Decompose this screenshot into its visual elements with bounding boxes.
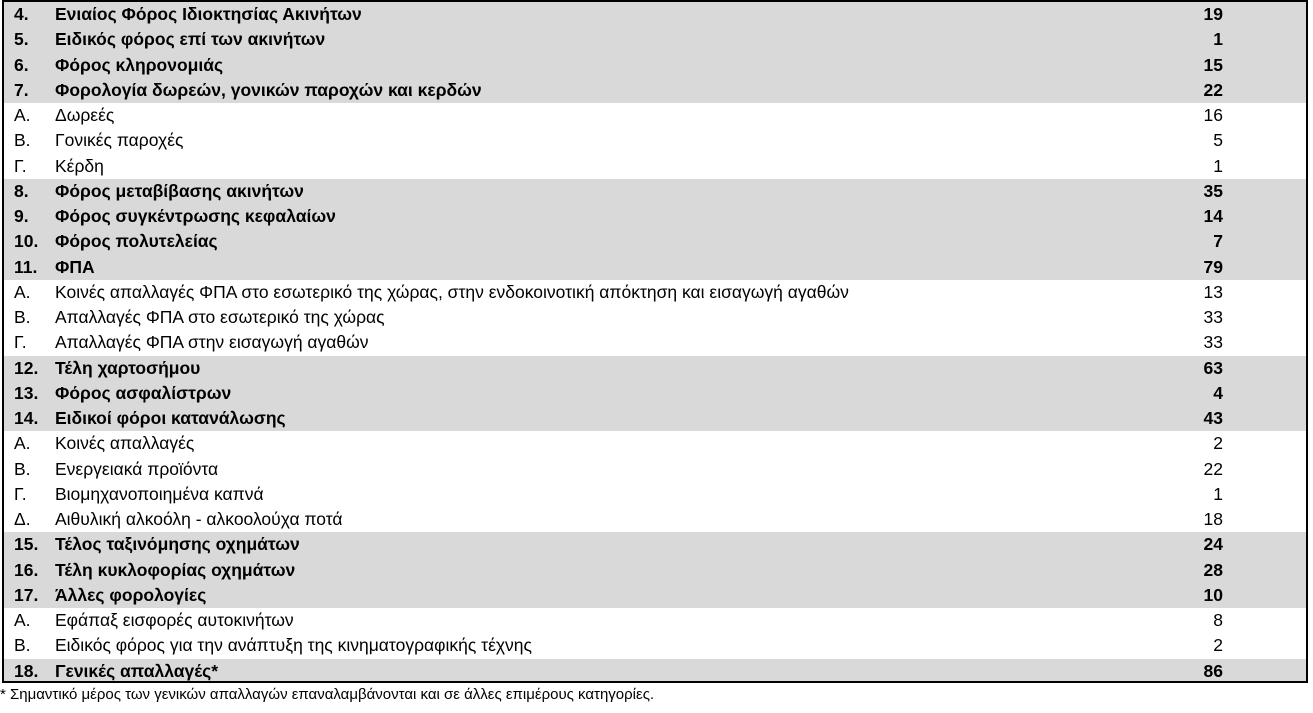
category-row [4,356,1306,381]
row-label: Ενεργειακά προϊόντα [55,458,219,479]
category-row [4,204,1306,229]
row-label: Φόρος μεταβίβασης ακινήτων [55,180,304,201]
row-value: 14 [1203,206,1223,227]
row-value: 13 [1203,281,1223,302]
category-row [4,406,1306,431]
category-row [4,255,1306,280]
row-value: 43 [1203,408,1223,429]
subcategory-row [4,457,1306,482]
row-number: Δ. [14,509,31,530]
subcategory-row [4,608,1306,633]
subcategory-row [4,431,1306,456]
row-label: Άλλες φορολογίες [55,584,207,605]
row-number: 6. [14,54,29,75]
row-label: Απαλλαγές ΦΠΑ στην εισαγωγή αγαθών [55,332,369,353]
category-row [4,558,1306,583]
row-number: Β. [14,635,31,656]
row-label: Φορολογία δωρεών, γονικών παροχών και κερδών [55,79,482,100]
row-label: Ειδικός φόρος επί των ακινήτων [55,29,326,50]
row-value: 15 [1203,54,1223,75]
row-value: 33 [1203,332,1223,353]
subcategory-row [4,507,1306,532]
row-number: 18. [14,660,39,681]
row-number: Β. [14,458,31,479]
row-value: 86 [1203,660,1223,681]
row-label: ΦΠΑ [55,256,95,277]
subcategory-row [4,305,1306,330]
row-number: 5. [14,29,29,50]
row-number: 9. [14,206,29,227]
subcategory-row [4,128,1306,153]
row-value: 5 [1213,130,1223,151]
row-value: 63 [1203,357,1223,378]
row-number: 16. [14,559,39,580]
subcategory-row [4,482,1306,507]
row-number: 10. [14,231,39,252]
row-value: 35 [1203,180,1223,201]
row-number: 13. [14,382,39,403]
tax-exemptions-table [2,0,1308,683]
footnote: * Σημαντικό μέρος των γενικών απαλλαγών επαναλαμβάνονται και σε άλλες επιμέρους κατηγορίες. [0,686,655,703]
row-value: 22 [1203,79,1223,100]
row-label: Κοινές απαλλαγές ΦΠΑ στο εσωτερικό της χώρας, στην ενδοκοινοτική απόκτηση και εισαγωγή αγαθών [55,281,849,302]
row-value: 79 [1203,256,1223,277]
row-label: Εφάπαξ εισφορές αυτοκινήτων [55,610,294,631]
row-value: 1 [1213,155,1223,176]
row-label: Τέλη χαρτοσήμου [55,357,201,378]
category-row [4,53,1306,78]
category-row [4,583,1306,608]
row-label: Τέλος ταξινόμησης οχημάτων [55,534,300,555]
row-number: Β. [14,130,31,151]
row-label: Κοινές απαλλαγές [55,433,195,454]
row-label: Απαλλαγές ΦΠΑ στο εσωτερικό της χώρας [55,307,385,328]
row-value: 8 [1213,610,1223,631]
row-label: Φόρος ασφαλίστρων [55,382,232,403]
category-row [4,27,1306,52]
row-value: 1 [1213,483,1223,504]
row-value: 10 [1203,584,1223,605]
row-number: Α. [14,610,31,631]
row-number: 17. [14,584,39,605]
row-number: 14. [14,408,39,429]
row-number: 11. [14,256,38,277]
row-value: 2 [1213,635,1223,656]
row-number: 15. [14,534,39,555]
row-label: Βιομηχανοποιημένα καπνά [55,483,264,504]
table-body [4,2,1306,683]
row-label: Ειδικοί φόροι κατανάλωσης [55,408,286,429]
row-value: 16 [1203,105,1223,126]
subcategory-row [4,633,1306,658]
row-label: Δωρεές [55,105,115,126]
row-number: 8. [14,180,29,201]
row-value: 19 [1203,4,1223,25]
row-label: Ενιαίος Φόρος Ιδιοκτησίας Ακινήτων [55,4,362,25]
row-number: Α. [14,105,31,126]
category-row [4,381,1306,406]
subcategory-row [4,154,1306,179]
row-label: Αιθυλική αλκοόλη - αλκοολούχα ποτά [55,509,343,530]
row-label: Κέρδη [55,155,104,176]
row-label: Φόρος κληρονομιάς [55,54,224,75]
row-value: 7 [1213,231,1223,252]
row-value: 2 [1213,433,1223,454]
row-number: 4. [14,4,29,25]
row-number: Α. [14,433,31,454]
row-label: Φόρος πολυτελείας [55,231,218,252]
row-number: Α. [14,281,31,302]
category-row [4,78,1306,103]
row-number: Β. [14,307,31,328]
row-value: 24 [1203,534,1223,555]
category-row [4,659,1306,684]
category-row [4,229,1306,254]
category-row [4,179,1306,204]
category-row [4,532,1306,557]
row-value: 22 [1203,458,1223,479]
row-value: 18 [1203,509,1223,530]
subcategory-row [4,103,1306,128]
row-value: 33 [1203,307,1223,328]
subcategory-row [4,330,1306,355]
row-label: Γονικές παροχές [55,130,184,151]
row-number: Γ. [14,332,27,353]
row-label: Γενικές απαλλαγές* [55,660,219,681]
category-row [4,2,1306,27]
row-label: Τέλη κυκλοφορίας οχημάτων [55,559,296,580]
row-number: 7. [14,79,29,100]
subcategory-row [4,280,1306,305]
row-number: 12. [14,357,39,378]
row-value: 4 [1213,382,1223,403]
row-value: 1 [1213,29,1223,50]
row-label: Φόρος συγκέντρωσης κεφαλαίων [55,206,336,227]
row-number: Γ. [14,155,27,176]
row-value: 28 [1203,559,1223,580]
row-number: Γ. [14,483,27,504]
row-label: Ειδικός φόρος για την ανάπτυξη της κινηματογραφικής τέχνης [55,635,532,656]
